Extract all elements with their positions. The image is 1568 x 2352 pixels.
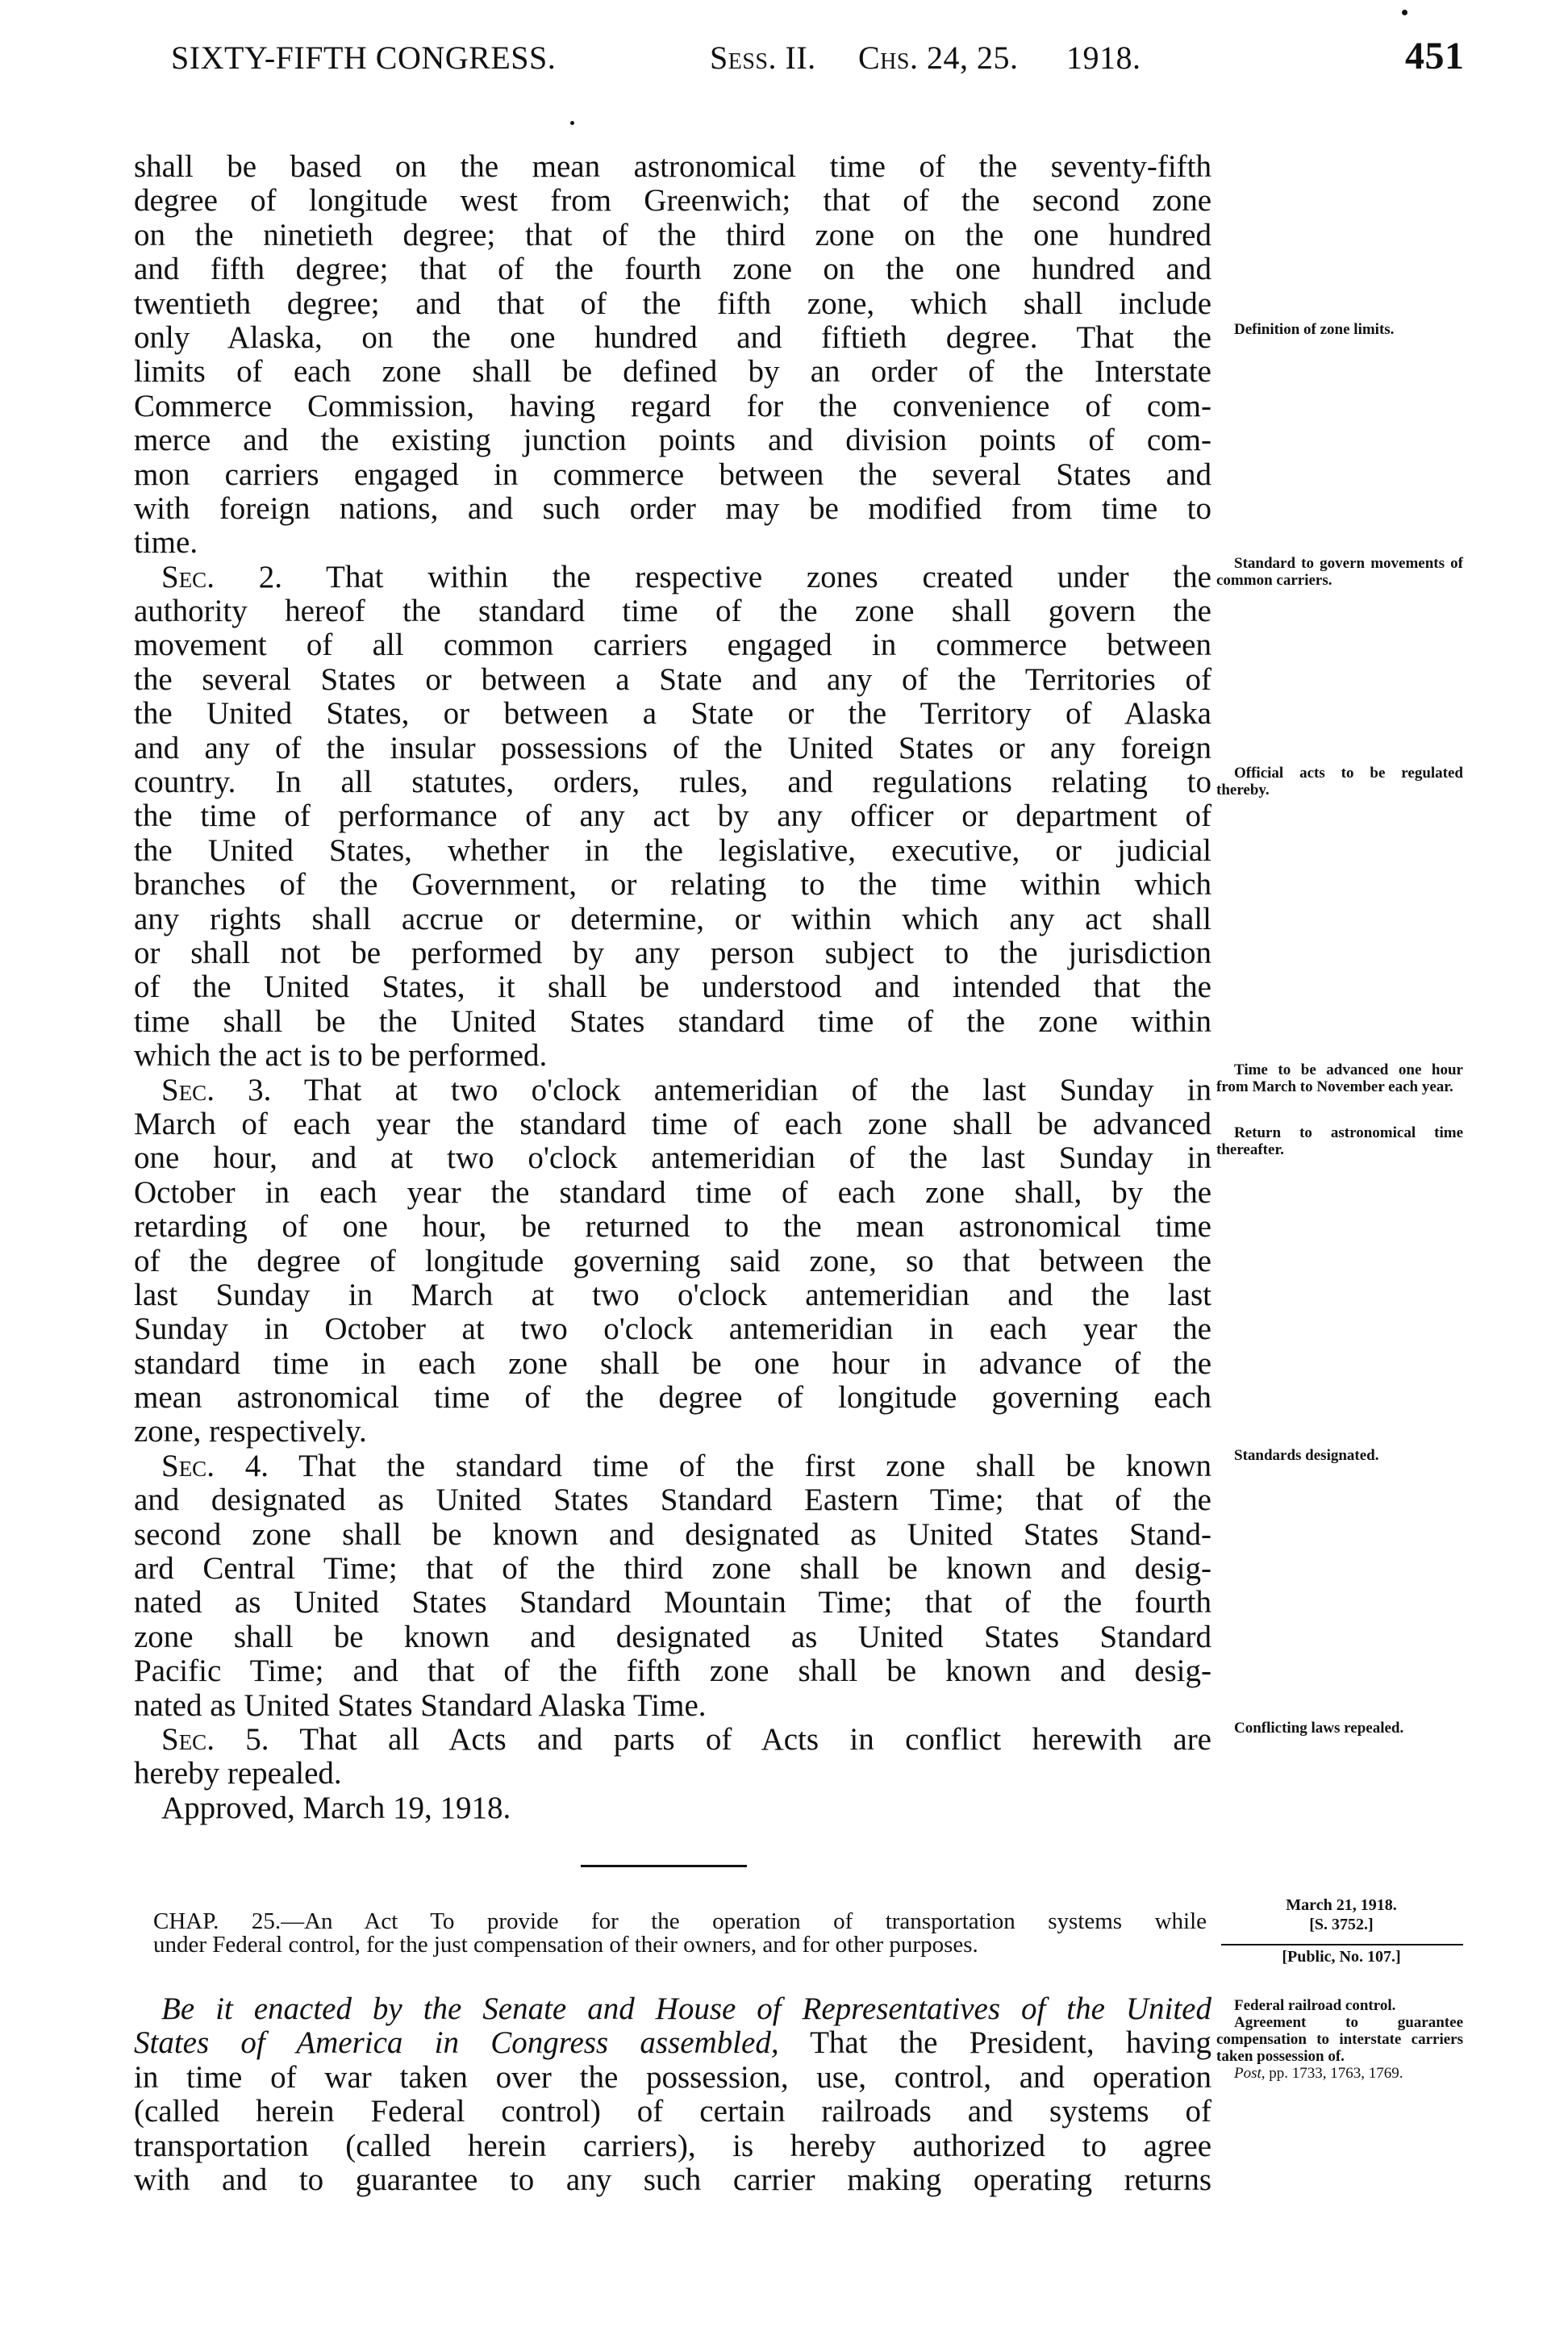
margin-note-text: Definition of zone limits. xyxy=(1234,321,1395,338)
line-text: That all Acts and parts of Acts in conflict herewith are xyxy=(299,1721,1211,1757)
text-line: only Alaska, on the one hundred and fiftieth degree. That the xyxy=(134,319,1211,355)
text-line: October in each year the standard time of each zone shall, by the xyxy=(134,1174,1211,1210)
cross-reference-pages: , pp. 1733, 1763, 1769. xyxy=(1261,2065,1403,2082)
line-text: Approved, March 19, 1918. xyxy=(161,1790,511,1825)
text-line: on the ninetieth degree; that of the third zone on the one hundred xyxy=(134,217,1211,252)
chapter-side-info xyxy=(1220,1895,1463,1966)
margin-note xyxy=(1216,1720,1463,1737)
text-line xyxy=(134,1449,1211,1483)
text-line: hereby repealed. xyxy=(134,1756,342,1791)
text-line: mean astronomical time of the degree of longitude governing each xyxy=(134,1380,1211,1416)
text-line: ard Central Time; that of the third zone shall be known and desig- xyxy=(134,1551,1211,1587)
margin-note-text: Conflicting laws repealed. xyxy=(1234,1720,1404,1737)
text-line: second zone shall be known and designated as United States Stand- xyxy=(134,1516,1211,1552)
text-line: the time of performance of any act by any officer or department of xyxy=(134,799,1211,834)
text-line: zone shall be known and designated as United States Standard xyxy=(134,1619,1211,1654)
margin-note-text: Federal railroad control. xyxy=(1234,1997,1396,2014)
text-line: twentieth degree; and that of the fifth zone, which shall include xyxy=(134,286,1211,321)
text-line: and any of the insular possessions of the United States or any foreign xyxy=(134,730,1211,765)
header-congress: SIXTY-FIFTH CONGRESS. xyxy=(171,40,557,76)
text-line: March of each year the standard time of each zone shall be advanced xyxy=(134,1106,1211,1141)
text-line: movement of all common carriers engaged in commerce between xyxy=(134,628,1211,663)
margin-note-text: Return to astronomical time thereafter. xyxy=(1216,1124,1463,1158)
text-line: Sunday in October at two o'clock antemeridian in each year the xyxy=(134,1312,1211,1347)
running-header xyxy=(171,35,1471,81)
section-label: Sec. 2. xyxy=(161,559,282,594)
text-line: of the degree of longitude governing said zone, so that between the xyxy=(134,1243,1211,1278)
text-line: and designated as United States Standard Eastern Time; that of the xyxy=(134,1483,1211,1518)
text-line: time shall be the United States standard time of the zone within xyxy=(134,1003,1211,1039)
text-line: merce and the existing junction points and division points of com- xyxy=(134,423,1211,458)
text-line: mon carriers engaged in commerce between the several States and xyxy=(134,457,1211,492)
header-session: Sess. II. xyxy=(710,40,816,76)
page-number: 451 xyxy=(1405,35,1465,77)
text-line: which the act is to be performed. xyxy=(134,1038,548,1074)
enacting-clause xyxy=(134,1992,1211,2197)
section-label: Sec. 4. xyxy=(161,1448,269,1483)
header-year: 1918. xyxy=(1066,40,1141,76)
margin-note-text: Time to be advanced one hour from March to November each year. xyxy=(1216,1061,1463,1095)
margin-note-text: Standard to govern movements of common carriers. xyxy=(1216,555,1463,589)
margin-note xyxy=(1216,1997,1463,2082)
text-line: the several States or between a State and any of the Territories of xyxy=(134,661,1211,697)
text-line: retarding of one hour, be returned to the mean astronomical time xyxy=(134,1209,1211,1245)
margin-note-text: Official acts to be regulated thereby. xyxy=(1216,765,1463,799)
text-line: the United States, whether in the legislative, executive, or judicial xyxy=(134,832,1211,868)
side-divider xyxy=(1221,1944,1463,1945)
chapter-title-line: under Federal control, for the just compensation of their owners, and for other purposes. xyxy=(153,1932,978,1958)
text-line xyxy=(134,1723,1211,1757)
print-speck xyxy=(1402,10,1407,15)
enacting-line: with and to guarantee to any such carrier making operating returns xyxy=(134,2162,1211,2197)
line-text: That the standard time of the first zone shall be known xyxy=(298,1448,1211,1483)
enacting-line xyxy=(134,2026,1211,2060)
text-line: with foreign nations, and such order may be modified from time to xyxy=(134,490,1211,526)
text-line: nated as United States Standard Mountain Time; that of the fourth xyxy=(134,1585,1211,1620)
enacting-line: in time of war taken over the possession, use, control, and operation xyxy=(134,2059,1211,2095)
margin-note xyxy=(1216,1124,1463,1158)
text-line: limits of each zone shall be defined by an order of the Interstate xyxy=(134,354,1211,390)
chapter-title xyxy=(153,1910,1207,1957)
print-speck xyxy=(570,121,574,125)
margin-note-text: Agreement to guarantee compensation to interstate carriers taken possession of. xyxy=(1216,2014,1463,2065)
section-divider xyxy=(581,1865,747,1867)
cross-reference-italic: Post xyxy=(1234,2065,1261,2082)
text-line: and fifth degree; that of the fourth zone on the one hundred and xyxy=(134,252,1211,287)
text-line: Pacific Time; and that of the fifth zone shall be known and desig- xyxy=(134,1653,1211,1689)
text-line xyxy=(134,1791,1211,1825)
margin-note xyxy=(1216,765,1463,799)
text-line: zone, respectively. xyxy=(134,1414,367,1449)
margin-note xyxy=(1216,1061,1463,1095)
main-text xyxy=(134,150,1211,1825)
margin-note xyxy=(1216,1447,1463,1464)
enacting-line: (called herein Federal control) of certain railroads and systems of xyxy=(134,2094,1211,2129)
enacting-text: That the President, having xyxy=(778,2025,1211,2061)
approval-date: March 21, 1918. xyxy=(1286,1896,1397,1914)
text-line xyxy=(134,561,1211,594)
enacting-italic: States of America in Congress assembled, xyxy=(134,2025,779,2061)
text-line xyxy=(134,1074,1211,1107)
public-law-number: [Public, No. 107.] xyxy=(1282,1948,1401,1966)
section-label: Sec. 5. xyxy=(161,1721,269,1757)
line-text: That at two o'clock antemeridian of the last Sunday in xyxy=(303,1072,1212,1107)
text-line: branches of the Government, or relating to the time within which xyxy=(134,867,1211,903)
text-line: standard time in each zone shall be one hour in advance of the xyxy=(134,1345,1211,1381)
text-line: degree of longitude west from Greenwich; that of the second zone xyxy=(134,183,1211,219)
section-label: Sec. 3. xyxy=(161,1072,272,1107)
text-line: time. xyxy=(134,525,198,561)
text-line: authority hereof the standard time of the zone shall govern the xyxy=(134,594,1211,629)
enacting-line: transportation (called herein carriers), is hereby authorized to agree xyxy=(134,2128,1211,2163)
header-chapters: Chs. 24, 25. xyxy=(858,40,1019,76)
text-line: any rights shall accrue or determine, or within which any act shall xyxy=(134,901,1211,936)
text-line: last Sunday in March at two o'clock antemeridian and the last xyxy=(134,1277,1211,1312)
margin-note xyxy=(1216,555,1463,589)
margin-note xyxy=(1216,321,1463,338)
margin-note-text: Standards designated. xyxy=(1234,1447,1379,1464)
bill-number: [S. 3752.] xyxy=(1309,1916,1374,1933)
text-line: country. In all statutes, orders, rules, and regulations relating to xyxy=(134,765,1211,800)
chapter-title-line: CHAP. 25.—An Act To provide for the operation of transportation systems while xyxy=(153,1908,1207,1934)
cross-reference xyxy=(1216,2065,1463,2082)
text-line: the United States, or between a State or the Territory of Alaska xyxy=(134,696,1211,732)
enacting-line: Be it enacted by the Senate and House of Representatives of the United xyxy=(161,1991,1211,2026)
text-line: shall be based on the mean astronomical time of the seventy-fifth xyxy=(134,149,1211,184)
text-line: or shall not be performed by any person subject to the jurisdiction xyxy=(134,935,1211,970)
text-line: one hour, and at two o'clock antemeridian of the last Sunday in xyxy=(134,1141,1211,1176)
text-line: Commerce Commission, having regard for the convenience of com- xyxy=(134,388,1211,423)
line-text: That within the respective zones created under the xyxy=(326,559,1211,594)
text-line: of the United States, it shall be understood and intended that the xyxy=(134,970,1211,1005)
text-line: nated as United States Standard Alaska Time. xyxy=(134,1687,707,1723)
